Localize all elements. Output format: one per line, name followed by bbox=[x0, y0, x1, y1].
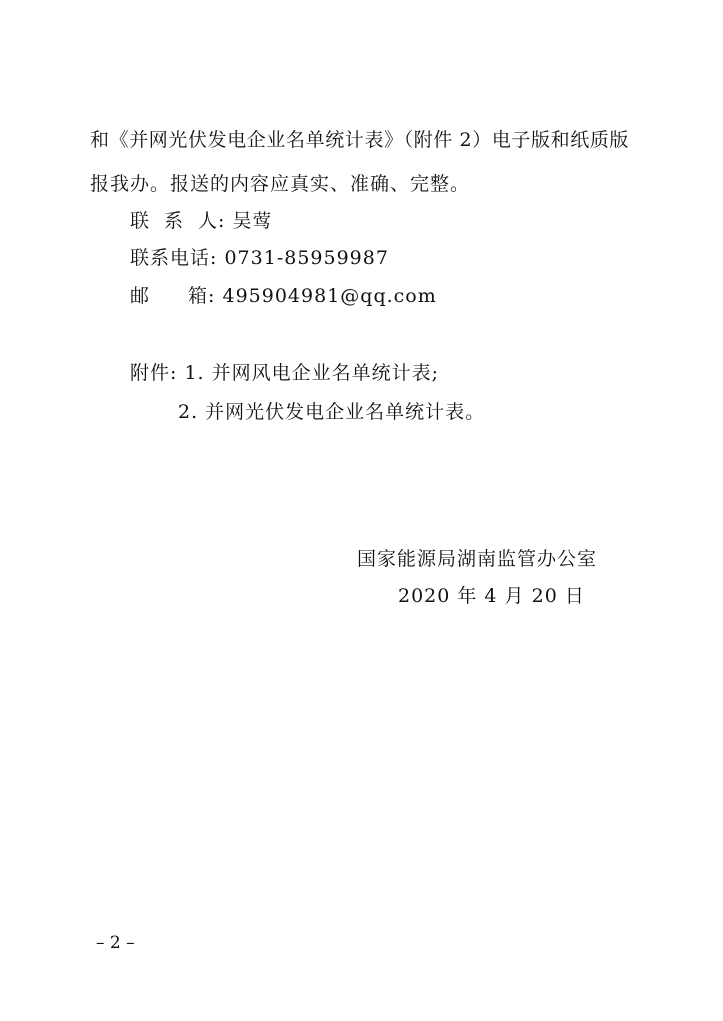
page-number: – 2 – bbox=[96, 933, 135, 953]
attachments-label: 附件: bbox=[130, 362, 178, 384]
contact-person-colon: : bbox=[218, 210, 226, 232]
attachment-item-2: 2. 并网光伏发电企业名单统计表。 bbox=[178, 401, 486, 423]
contact-phone-value: 0731-85959987 bbox=[224, 247, 389, 269]
signature-organization: 国家能源局湖南监管办公室 bbox=[357, 548, 598, 570]
contact-email-colon: : bbox=[208, 285, 216, 307]
contact-email-label-char: 邮 bbox=[130, 285, 151, 307]
body-paragraph-line-2: 报我办。报送的内容应真实、准确、完整。 bbox=[90, 173, 471, 195]
contact-person-label-char: 系 bbox=[164, 210, 185, 232]
contact-email bbox=[130, 284, 437, 308]
contact-person-label-char: 人 bbox=[198, 210, 219, 232]
contact-phone bbox=[130, 246, 389, 270]
contact-person-value: 吴莺 bbox=[232, 210, 273, 232]
contact-person-label-char: 联 bbox=[130, 210, 151, 232]
contact-phone-colon: : bbox=[210, 247, 218, 269]
contact-email-label-char: 箱 bbox=[188, 285, 209, 307]
contact-person bbox=[130, 209, 273, 233]
attachment-item-1 bbox=[130, 361, 439, 385]
attachment-item-1-text: 1. 并网风电企业名单统计表; bbox=[184, 362, 440, 384]
contact-phone-label: 联系电话 bbox=[130, 247, 211, 269]
body-paragraph-line-1: 和《并网光伏发电企业名单统计表》（附件 2）电子版和纸质版 bbox=[90, 129, 630, 151]
signature-date: 2020 年 4 月 20 日 bbox=[398, 585, 585, 607]
contact-email-value: 495904981@qq.com bbox=[222, 285, 437, 307]
